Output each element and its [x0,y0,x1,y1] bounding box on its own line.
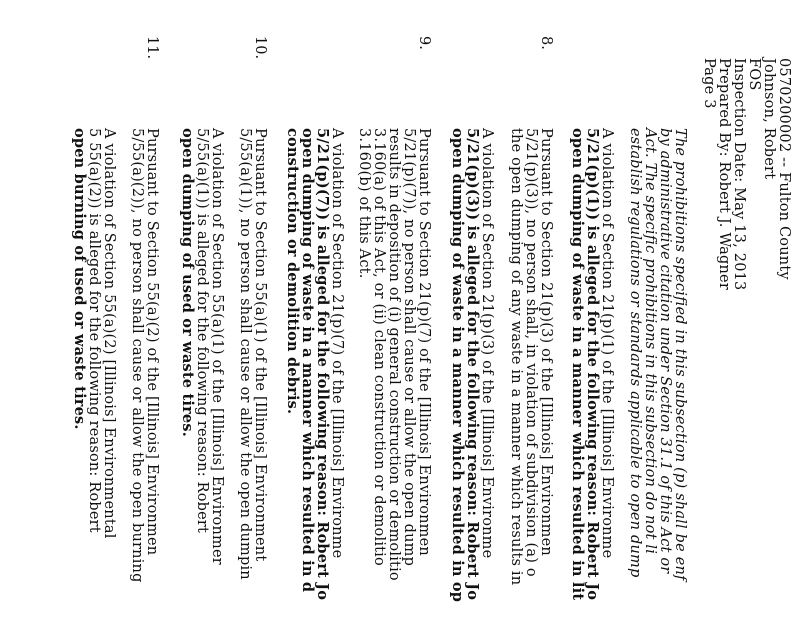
item-8-number: 8. [538,36,554,50]
item-8-line-1: Pursuant to Section 21(p)(3) of the [Illinois] Environmen [538,128,554,556]
intro-line-2: by administrative citation under Section 31.1 of this Act or [657,128,673,574]
item-9-line-3: results in deposition of (i) general construction or demolitio [386,128,402,581]
item-11-line-1: Pursuant to Section 55(a)(2) of the [Illinois] Environmen [144,128,160,556]
para-a-line-1: A violation of Section 21(p)(1) of the [Illinois] Environme [599,128,615,559]
item-11-line-2: 5/55(a)(2)), no person shall cause or allow the open burning [129,128,145,583]
header-prepared-by: Prepared By: Robert J. Wagner [716,58,732,290]
item-9-violation-line-4: construction or demolition debris. [284,128,301,415]
item-11-violation-line-1: A violation of Section 55(a)(2) [Illinois] Environmental [101,128,117,539]
item-8-violation-line-3: open dumping of waste in a manner which resulted in op [449,128,466,603]
item-9-line-4: 3.160(a) of this Act, or (ii) clean construction or demolitio [371,128,387,566]
intro-line-3: Act. The specific prohibitions in this subsection do not li [642,128,658,555]
item-9-violation-line-3: open dumping of waste in a manner which resulted in d [299,128,316,593]
header-site-id: 0570200002 -- Fulton County [776,58,792,280]
header-inspection-date: Inspection Date: May 13, 2013 [731,58,747,291]
item-11-violation-line-2: 5 55(a)(2)) is alleged for the following reason: Robert [86,128,102,533]
item-9-line-5: 3.160(b) of this Act. [356,128,372,279]
intro-line-1: The prohibitions specified in this subsection (p) shall be enf [672,128,688,581]
header-fos: FOS [746,58,762,91]
header-name: Johnson, Robert [761,58,777,180]
item-9-line-2: 5/21(p)(7)), no person shall cause or allow the open dump [401,128,417,567]
item-9-line-1: Pursuant to Section 21(p)(7) of the [Illinois] Environmen [416,128,432,556]
item-8-line-3: the open dumping of any waste in a manner which results in [508,128,524,586]
item-10-number: 10. [252,36,268,60]
item-10-violation-line-1: A violation of Section 55(a)(1) of the [Illinois] Environmer [209,128,225,565]
item-10-violation-line-2: 5/55(a)(1)) is alleged for the following reason: Robert [194,128,210,534]
item-9-violation-line-1: A violation of Section 21(p)(7) of the [Illinois] Environme [329,128,345,559]
intro-line-4: establish regulations or standards applicable to open dump [627,128,643,578]
item-10-violation-line-3: open dumping of used or waste tires. [179,128,196,437]
item-11-violation-line-3: open burning of used or waste tires. [71,128,88,430]
item-8-violation-line-2: 5/21(p)(3)) is alleged for the following reason: Robert Jo [464,128,481,601]
item-8-violation-line-1: A violation of Section 21(p)(3) of the [Illinois] Environme [479,128,495,559]
item-9-number: 9. [416,36,432,50]
item-10-line-1: Pursuant to Section 55(a)(1) of the [Illinois] Environment [252,128,268,562]
para-a-line-3: open dumping of waste in a manner which resulted in lit [569,128,586,601]
item-9-violation-line-2: 5/21(p)(7)) is alleged for the following reason: Robert Jo [314,128,331,601]
item-11-number: 11. [144,36,160,60]
item-8-line-2: 5/21(p)(3)), no person shall, in violation of subdivision (a) o [523,128,539,577]
para-a-line-2: 5/21(p)(1)) is alleged for the following reason: Robert Jo [584,128,601,601]
item-10-line-2: 5/55(a)(1)), no person shall cause or allow the open dumpin [237,128,253,580]
header-page-number: Page 3 [701,58,717,109]
